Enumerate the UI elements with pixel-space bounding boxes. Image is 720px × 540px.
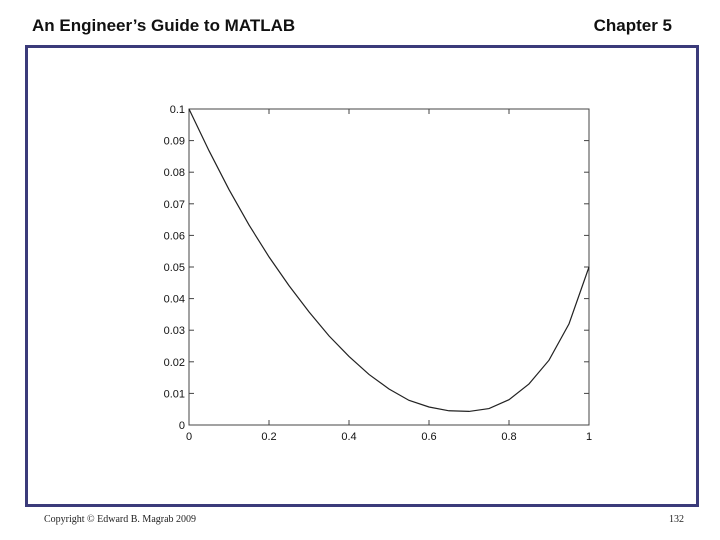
x-tick-label: 0 [185,431,193,443]
page-number: 132 [669,514,684,525]
figure-frame [25,45,699,507]
y-tick-label: 0.06 [163,230,185,243]
y-tick-label: 0.07 [163,198,185,211]
plot-area-box [189,109,589,425]
chapter-label: Chapter 5 [593,16,672,35]
x-tick-label: 0.6 [421,431,437,443]
series-line-curve [189,109,589,411]
copyright-text: Copyright © Edward B. Magrab 2009 [44,514,197,525]
y-tick-label: 0.01 [163,388,185,401]
x-tick-label: 1 [585,431,593,443]
y-tick-label: 0 [178,420,185,432]
y-tick-label: 0.03 [163,325,185,338]
slide-title: An Engineer’s Guide to MATLAB [32,16,296,35]
y-tick-label: 0.08 [163,167,185,180]
y-tick-label: 0.1 [169,104,185,116]
y-tick-label: 0.02 [163,356,185,369]
line-chart [28,48,696,504]
x-tick-label: 0.4 [341,431,357,443]
x-tick-label: 0.8 [501,431,517,443]
x-tick-label: 0.2 [261,431,277,443]
y-tick-label: 0.09 [163,135,185,148]
y-tick-label: 0.05 [163,262,185,274]
y-tick-label: 0.04 [163,293,185,306]
